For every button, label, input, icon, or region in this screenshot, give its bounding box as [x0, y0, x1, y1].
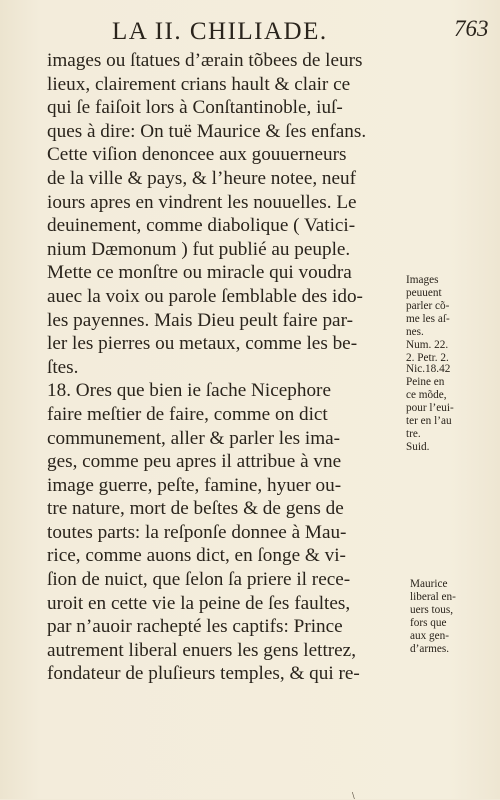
- page-number: 763: [454, 16, 489, 41]
- margin-note-line: aux gen-: [410, 630, 450, 642]
- margin-note-line: fors que: [410, 617, 447, 629]
- text-line: ſtes.: [47, 356, 79, 378]
- body-text: [47, 49, 407, 686]
- text-line: faire meſtier de faire, comme on dict: [47, 403, 328, 425]
- margin-note-line: d’armes.: [410, 643, 450, 655]
- margin-note-images: [406, 274, 498, 365]
- text-line: tre nature, mort de beſtes & de gens de: [47, 498, 344, 520]
- margin-note-line: Peine en: [406, 376, 445, 388]
- margin-note-line: ce mõde,: [406, 389, 447, 401]
- margin-note-line: peuuent: [406, 287, 442, 299]
- text-line: nium Dæmonum ) fut publié au peuple.: [47, 238, 351, 260]
- text-line: lieux, clairement crians hault & clair ce: [47, 73, 351, 95]
- margin-note-line: pour l’eui-: [406, 402, 454, 414]
- text-line: Mette ce monſtre ou miracle qui voudra: [47, 262, 352, 284]
- text-line: ſion de nuict, que ſelon ſa priere il rece-: [47, 569, 351, 591]
- text-line: rice, comme auons dict, en ſonge & vi-: [47, 545, 346, 567]
- margin-note-line: Suid.: [406, 441, 430, 453]
- text-line: auec la voix ou parole ſemblable des ido-: [47, 285, 363, 307]
- margin-note-line: nes.: [406, 326, 424, 338]
- text-line: image guerre, peſte, famine, hyuer ou-: [47, 474, 342, 496]
- margin-note-line: 2. Petr. 2.: [406, 352, 449, 364]
- text-line: iours apres en vindrent les nouuelles. Le: [47, 191, 357, 213]
- text-line: communement, aller & parler les ima-: [47, 427, 341, 449]
- margin-note-maurice: [410, 578, 500, 656]
- text-line: images ou ſtatues d’ærain tõbees de leurs: [47, 50, 363, 71]
- text-line: toutes parts: la reſponſe donnee à Mau-: [47, 521, 347, 543]
- text-line: ques à dire: On tuë Maurice & ſes enfans.: [47, 120, 367, 142]
- margin-note-line: liberal en-: [410, 591, 456, 603]
- text-line: ler les pierres ou metaux, comme les be-: [47, 333, 358, 355]
- margin-note-line: ter en l’au: [406, 415, 452, 427]
- margin-note-line: Images: [406, 274, 439, 286]
- text-line: de la ville & pays, & l’heure notee, neuf: [47, 167, 357, 189]
- text-line: les payennes. Mais Dieu peult faire par-: [47, 309, 353, 331]
- text-line: deuinement, comme diabolique ( Vatici-: [47, 215, 356, 237]
- text-line: fondateur de pluſieurs temples, & qui re-: [47, 663, 360, 685]
- text-line: autrement liberal enuers les gens lettrez,: [47, 639, 356, 661]
- margin-note-line: uers tous,: [410, 604, 454, 616]
- margin-note-line: Nic.18.42: [406, 363, 451, 375]
- margin-note-nicephore: [406, 363, 498, 454]
- running-head: LA II. CHILIADE.: [112, 18, 328, 45]
- margin-note-line: Num. 22.: [406, 339, 449, 351]
- text-line: par n’auoir rachepté les captifs: Prince: [47, 616, 343, 638]
- margin-note-line: parler cõ-: [406, 300, 450, 312]
- margin-note-line: tre.: [406, 428, 421, 440]
- text-line: ges, comme peu apres il attribue à vne: [47, 451, 342, 473]
- text-line: uroit en cette vie la peine de ſes faultes,: [47, 592, 351, 614]
- margin-note-line: Maurice: [410, 578, 448, 590]
- margin-note-line: me les aſ-: [406, 313, 450, 325]
- signature-mark: \: [352, 791, 355, 800]
- text-line: Cette viſion denoncee aux gouuerneurs: [47, 144, 347, 166]
- text-line: qui ſe faiſoit lors à Conſtantinoble, iuſ-: [47, 97, 343, 119]
- text-line: 18. Ores que bien ie ſache Nicephore: [47, 380, 331, 402]
